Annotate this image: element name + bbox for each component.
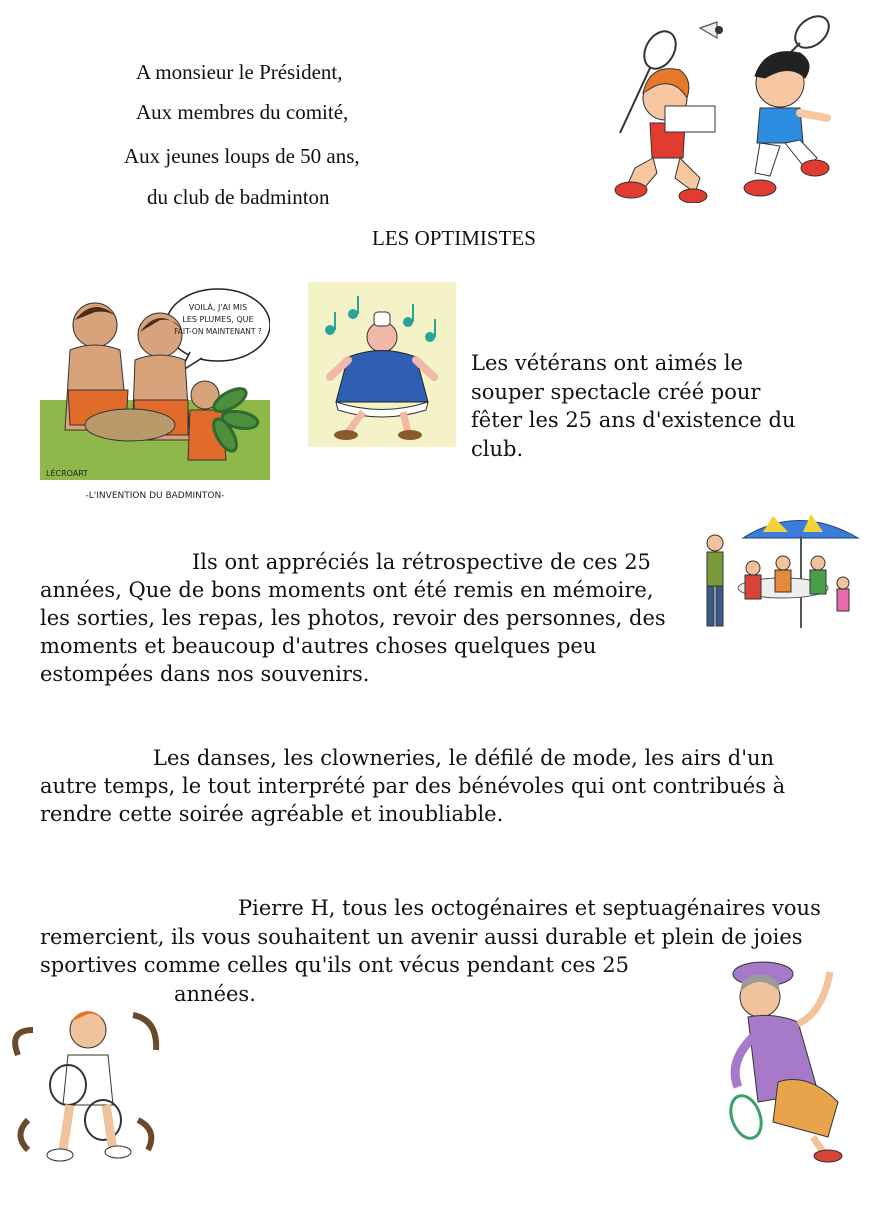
cartoon-signature: LÉCROART: [46, 469, 89, 478]
bubble-line-3: FAIT-ON MAINTENANT ?: [174, 327, 262, 336]
thanks-line-3: sportives comme celles qu'ils ont vécus pendant ces 25: [40, 953, 629, 977]
thanks-line-4: années.: [174, 982, 256, 1006]
address-line-4: du club de badminton: [147, 185, 330, 209]
address-line-2: Aux membres du comité,: [136, 100, 349, 124]
caveman-badminton-cartoon: [40, 280, 270, 505]
shuttlecock-icon: [700, 22, 723, 38]
club-name: LES OPTIMISTES: [372, 226, 536, 250]
grandma-racket-illustration: [718, 952, 868, 1164]
veterans-line-4: club.: [471, 437, 524, 461]
dancing-grandma-illustration: [308, 282, 456, 447]
dances-line-3: rendre cette soirée agréable et inoubliable.: [40, 802, 504, 826]
cartoon-caption: -L'INVENTION DU BADMINTON-: [85, 491, 225, 501]
address-line-3: Aux jeunes loups de 50 ans,: [124, 144, 360, 168]
veterans-line-1: Les vétérans ont aimés le: [471, 351, 743, 375]
thanks-line-2: remercient, ils vous souhaitent un avenir aussi durable et plein de joies: [40, 925, 803, 949]
dances-line-1: Les danses, les clowneries, le défilé de mode, les airs d'un: [153, 746, 775, 770]
retrospective-line-4: moments et beaucoup d'autres choses quelques peu: [40, 634, 597, 658]
retrospective-line-3: les sorties, les repas, les photos, revoir des personnes, des: [40, 606, 666, 630]
picnic-umbrella-illustration: [693, 508, 861, 650]
racket-juggler-illustration: [8, 1000, 163, 1165]
retrospective-line-5: estompées dans nos souvenirs.: [40, 662, 370, 686]
address-line-1: A monsieur le Président,: [136, 60, 343, 84]
dances-line-2: autre temps, le tout interprété par des bénévoles qui ont contribués à: [40, 774, 786, 798]
badminton-kids-illustration: [605, 8, 835, 203]
bubble-line-2: LES PLUMES, QUE: [182, 315, 254, 324]
bubble-line-1: VOILÀ, J'AI MIS: [188, 303, 248, 312]
veterans-line-2: souper spectacle créé pour: [471, 380, 761, 404]
thanks-line-1: Pierre H, tous les octogénaires et septuagénaires vous: [238, 896, 821, 920]
veterans-line-3: fêter les 25 ans d'existence du: [471, 408, 796, 432]
retrospective-line-2: années, Que de bons moments ont été remis en mémoire,: [40, 578, 654, 602]
retrospective-line-1: Ils ont appréciés la rétrospective de ces 25: [192, 550, 651, 574]
